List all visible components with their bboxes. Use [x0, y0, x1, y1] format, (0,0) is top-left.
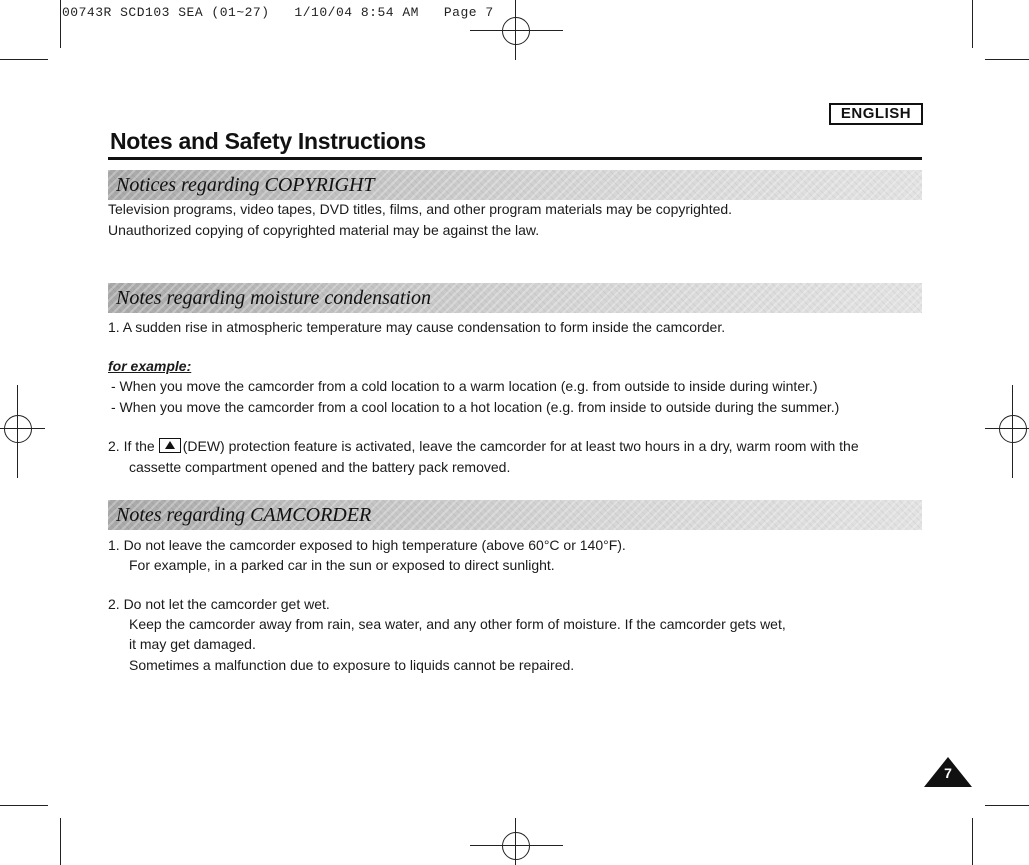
crop-mark-tr-h [985, 59, 1029, 60]
moisture-bullet-1: - When you move the camcorder from a cold location to a warm location (e.g. from outside to inside during winter.) [111, 378, 818, 394]
registration-mark-right-v [1012, 385, 1013, 478]
camcorder-item-1-line-1: 1. Do not leave the camcorder exposed to high temperature (above 60°C or 140°F). [108, 537, 626, 553]
crop-mark-tr-v [972, 0, 973, 48]
section-heading-text: Notes regarding CAMCORDER [116, 504, 372, 526]
moisture-item-1: 1. A sudden rise in atmospheric temperature may cause condensation to form inside the camcorder. [108, 319, 726, 335]
registration-mark-left-v [17, 385, 18, 478]
language-label: ENGLISH [829, 103, 923, 125]
camcorder-item-2-line-4: Sometimes a malfunction due to exposure to liquids cannot be repaired. [129, 657, 575, 673]
moisture-bullet-2: - When you move the camcorder from a cool location to a hot location (e.g. from inside to outside during the summer.) [111, 399, 840, 415]
section-heading-copyright [108, 170, 922, 200]
page-title: Notes and Safety Instructions [110, 128, 426, 154]
camcorder-item-2-line-3: it may get damaged. [129, 636, 256, 652]
title-rule [108, 157, 922, 160]
section-heading-text: Notices regarding COPYRIGHT [116, 174, 375, 196]
copyright-line-1: Television programs, video tapes, DVD titles, films, and other program materials may be copyrighted. [108, 201, 733, 217]
registration-mark-top-h [470, 30, 563, 31]
section-heading-camcorder [108, 500, 922, 530]
registration-mark-left [4, 415, 32, 443]
camcorder-item-2-line-1: 2. Do not let the camcorder get wet. [108, 596, 330, 612]
registration-mark-top-v [515, 0, 516, 60]
registration-mark-bottom [502, 832, 530, 860]
registration-mark-bottom-h [470, 845, 563, 846]
moisture-item-2-text: (DEW) protection feature is activated, leave the camcorder for at least two hours in a dry, warm room with the [182, 438, 859, 454]
section-heading-moisture [108, 283, 922, 313]
page-number: 7 [944, 765, 952, 781]
moisture-item-2-cont: cassette compartment opened and the battery pack removed. [129, 459, 511, 475]
registration-mark-left-h [0, 428, 45, 429]
crop-mark-tl-v [60, 0, 61, 48]
moisture-item-2 [108, 437, 859, 455]
registration-mark-bottom-v [515, 818, 516, 865]
dew-icon [159, 438, 181, 453]
crop-mark-bl-v [60, 818, 61, 865]
crop-mark-bl-h [0, 805, 48, 806]
section-heading-text: Notes regarding moisture condensation [116, 287, 431, 309]
crop-mark-br-h [985, 805, 1029, 806]
example-label: for example: [108, 358, 192, 374]
moisture-item-2-prefix: 2. If the [108, 438, 155, 454]
registration-mark-right [999, 415, 1027, 443]
registration-mark-right-h [985, 428, 1029, 429]
crop-mark-br-v [972, 818, 973, 865]
camcorder-item-2-line-2: Keep the camcorder away from rain, sea water, and any other form of moisture. If the camcorder gets wet, [129, 616, 786, 632]
print-slug: 00743R SCD103 SEA (01~27) 1/10/04 8:54 AM Page 7 [62, 5, 494, 20]
copyright-line-2: Unauthorized copying of copyrighted material may be against the law. [108, 222, 540, 238]
crop-mark-tl-h [0, 59, 48, 60]
registration-mark-top [502, 17, 530, 45]
camcorder-item-1-line-2: For example, in a parked car in the sun or exposed to direct sunlight. [129, 557, 555, 573]
